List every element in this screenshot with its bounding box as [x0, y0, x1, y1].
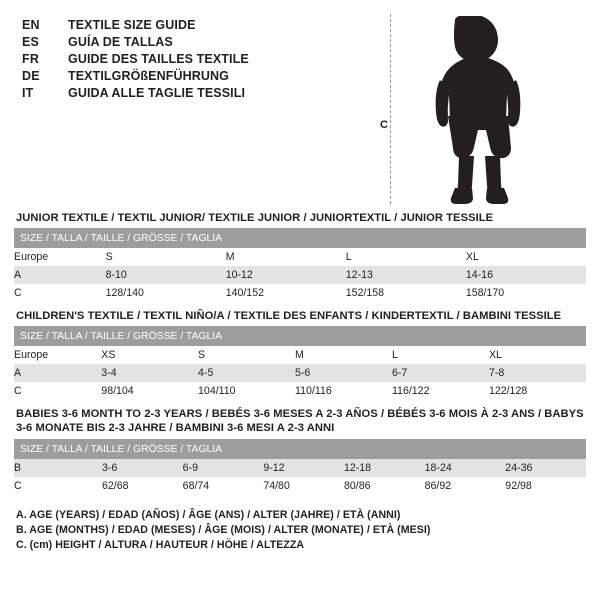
cell: 10-12	[226, 266, 346, 284]
cell: S	[198, 346, 295, 364]
cell: 116/122	[392, 382, 489, 400]
table-row	[14, 364, 586, 382]
cell: 12-18	[344, 459, 425, 477]
language-code: ES	[22, 35, 40, 49]
cell: 98/104	[101, 382, 198, 400]
height-measurement-figure	[372, 14, 592, 204]
cell: M	[226, 248, 346, 266]
cell: XL	[489, 346, 586, 364]
cell: XS	[101, 346, 198, 364]
section-title: JUNIOR TEXTILE / TEXTIL JUNIOR/ TEXTILE JUNIOR / JUNIORTEXTIL / JUNIOR TESSILE	[16, 212, 494, 224]
language-row	[22, 52, 362, 66]
figure-area	[362, 14, 586, 204]
cell: 3-4	[101, 364, 198, 382]
row-label: C	[14, 477, 102, 495]
row-label: Europe	[14, 248, 106, 266]
cell: 5-6	[295, 364, 392, 382]
cell: 6-9	[183, 459, 264, 477]
legend-item-b: B. AGE (MONTHS) / EDAD (MESES) / ÂGE (MOIS) / ALTER (MONATE) / ETÀ (MESI)	[16, 524, 431, 536]
language-title: GUÍA DE TALLAS	[68, 35, 173, 49]
cell: 152/158	[346, 284, 466, 302]
cell: 7-8	[489, 364, 586, 382]
table-row	[14, 477, 586, 495]
cell: 14-16	[466, 266, 586, 284]
legend-item-a: A. AGE (YEARS) / EDAD (AÑOS) / ÂGE (ANS) / ALTER (JAHRE) / ETÀ (ANNI)	[16, 509, 401, 521]
babies-size-table	[14, 439, 586, 495]
language-title-list	[14, 14, 362, 103]
measurement-label-c: C	[380, 119, 388, 131]
row-label: B	[14, 459, 102, 477]
cell: S	[106, 248, 226, 266]
language-code: FR	[22, 52, 40, 66]
cell: 110/116	[295, 382, 392, 400]
cell: 4-5	[198, 364, 295, 382]
language-code: IT	[22, 86, 34, 100]
toddler-silhouette-icon	[414, 16, 544, 206]
header	[14, 14, 586, 204]
table-row	[14, 459, 586, 477]
language-title: TEXTILE SIZE GUIDE	[68, 18, 196, 32]
language-code: EN	[22, 18, 40, 32]
cell: 128/140	[106, 284, 226, 302]
children-size-table	[14, 326, 586, 400]
row-label: A	[14, 364, 101, 382]
table-header-label: SIZE / TALLA / TAILLE / GRÖSSE / TAGLIA	[14, 326, 586, 346]
table-row	[14, 248, 586, 266]
cell: 8-10	[106, 266, 226, 284]
section-title: CHILDREN'S TEXTILE / TEXTIL NIÑO/A / TEXTILE DES ENFANTS / KINDERTEXTIL / BAMBINI TESSILE	[16, 310, 562, 322]
cell: XL	[466, 248, 586, 266]
language-row	[22, 35, 362, 49]
cell: 3-6	[102, 459, 183, 477]
table-row	[14, 382, 586, 400]
height-guide-line	[390, 14, 391, 204]
cell: M	[295, 346, 392, 364]
cell: 86/92	[425, 477, 506, 495]
language-title: GUIDE DES TAILLES TEXTILE	[68, 52, 249, 66]
table-row	[14, 266, 586, 284]
language-code: DE	[22, 69, 40, 83]
cell: 80/86	[344, 477, 425, 495]
cell: 140/152	[226, 284, 346, 302]
cell: 122/128	[489, 382, 586, 400]
cell: 74/80	[263, 477, 344, 495]
cell: L	[392, 346, 489, 364]
junior-size-table	[14, 228, 586, 302]
cell: 18-24	[425, 459, 506, 477]
table-header-row	[14, 326, 586, 346]
language-row	[22, 69, 362, 83]
language-row	[22, 86, 362, 100]
table-header-row	[14, 228, 586, 248]
table-row	[14, 284, 586, 302]
row-label: C	[14, 284, 106, 302]
section-childrens-textile	[14, 308, 586, 400]
legend	[14, 509, 586, 551]
section-title: BABIES 3-6 MONTH TO 2-3 YEARS / BEBÉS 3-6 MESES A 2-3 AÑOS / BÉBÉS 3-6 MOIS À 2-3 ANS / BABYS 3-6 MONATE BIS 2-3 JAHRE / BAMBINI 3-6 MESI A 2-3 ANNI	[16, 408, 584, 434]
cell: 158/170	[466, 284, 586, 302]
legend-item-c: C. (cm) HEIGHT / ALTURA / HAUTEUR / HÖHE / ALTEZZA	[16, 539, 305, 551]
table-header-row	[14, 439, 586, 459]
table-row	[14, 346, 586, 364]
language-title: GUIDA ALLE TAGLIE TESSILI	[68, 86, 246, 100]
section-babies-textile	[14, 406, 586, 495]
cell: 9-12	[263, 459, 344, 477]
cell: 6-7	[392, 364, 489, 382]
table-header-label: SIZE / TALLA / TAILLE / GRÖSSE / TAGLIA	[14, 439, 586, 459]
cell: L	[346, 248, 466, 266]
row-label: Europe	[14, 346, 101, 364]
section-junior-textile	[14, 210, 586, 302]
row-label: A	[14, 266, 106, 284]
cell: 104/110	[198, 382, 295, 400]
language-row	[22, 18, 362, 32]
cell: 24-36	[505, 459, 586, 477]
language-title: TEXTILGRÖßENFÜHRUNG	[68, 69, 229, 83]
cell: 92/98	[505, 477, 586, 495]
cell: 62/68	[102, 477, 183, 495]
table-header-label: SIZE / TALLA / TAILLE / GRÖSSE / TAGLIA	[14, 228, 586, 248]
cell: 12-13	[346, 266, 466, 284]
row-label: C	[14, 382, 101, 400]
cell: 68/74	[183, 477, 264, 495]
